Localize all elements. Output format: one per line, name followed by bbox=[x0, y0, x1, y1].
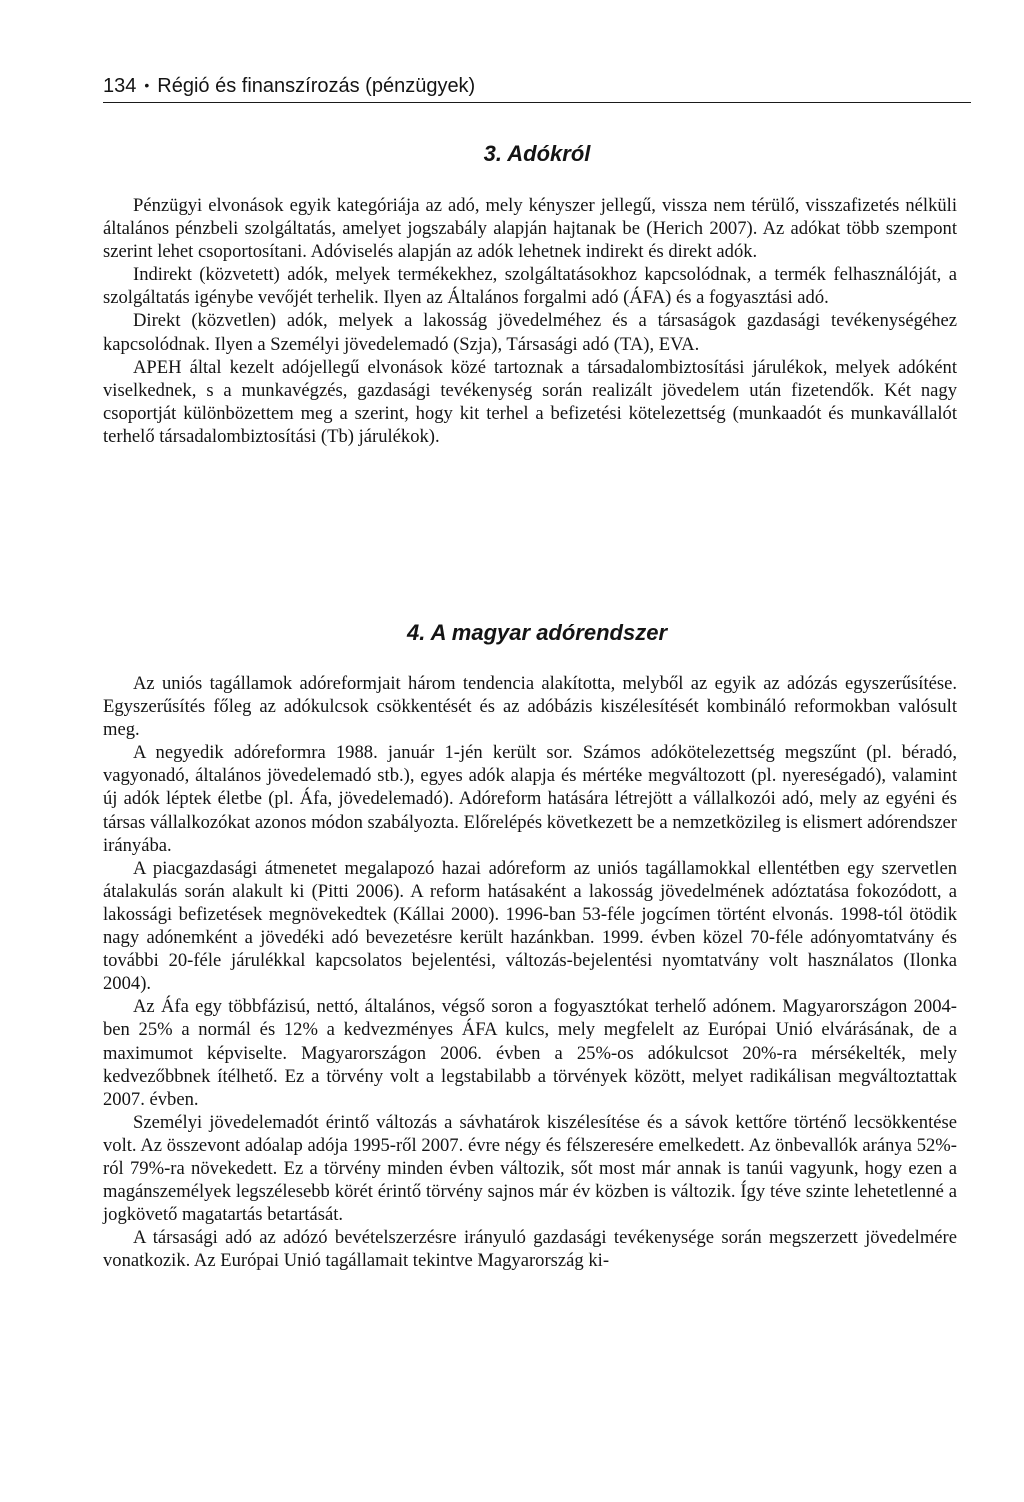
paragraph: Az uniós tagállamok adóreformjait három tendencia alakította, melyből az egyik az adózás egyszerűsítése. Egyszerűsítés főleg az adókulcsok csökkentését és az adóbázis kiszélesítését kombináló reformokban valósult meg. bbox=[103, 673, 957, 741]
paragraph: Pénzügyi elvonások egyik kategóriája az adó, mely kényszer jellegű, vissza nem térülő, visszafizetés nélküli általános pénzbeli szolgáltatás, amelyet jogszabály alapján hajtanak be (Herich 2007). Az adókat több szempont szerint lehet csoportosítani. Adóviselés alapján az adók lehetnek indirekt és direkt adók. bbox=[103, 195, 957, 263]
running-header bbox=[103, 72, 971, 103]
paragraph: A társasági adó az adózó bevételszerzésre irányuló gazdasági tevékenysége során megszerzett jövedelmére vonatkozik. Az Európai Unió tagállamait tekintve Magyarország ki- bbox=[103, 1227, 957, 1272]
section-heading-magyar-adorendszer: 4. A magyar adórendszer bbox=[406, 620, 668, 645]
paragraph: A piacgazdasági átmenetet megalapozó hazai adóreform az uniós tagállamokkal ellentétben egy szervetlen átalakulás során alakult ki (Pitti 2006). A reform hatásaként a lakosság jövedelmének adóztatása fokozódott, a lakossági befizetések megnövekedtek (Kállai 2000). 1996-ban 53-féle jogcímen történt elvonás. 1998-tól ötödik nagy adónemként a jövedéki adó bevezetésre került hazánkban. 1999. évben közel 70-féle adónyomtatvány és további 20-féle járulékkal kapcsolatos bejelentési, változás-bejelentési nyomtatvány volt használatos (Ilonka 2004). bbox=[103, 857, 957, 995]
paragraph: Az Áfa egy többfázisú, nettó, általános, végső soron a fogyasztókat terhelő adónem. Magyarországon 2004-ben 25% a normál és 12% a kedvezményes ÁFA kulcs, mely megfelelt az Európai Unió elvárásának, de a maximumot képviselte. Magyarországon 2006. évben a 25%-os adókulcsot 20%-ra mérsékelték, mely kedvezőbbnek ítélhető. Ez a törvény volt a legstabilabb a törvények között, melyet radikálisan megváltoztattak 2007. évben. bbox=[103, 996, 957, 1110]
paragraph: A negyedik adóreformra 1988. január 1-jén került sor. Számos adókötelezettség megszűnt (pl. béradó, vagyonadó, általános jövedelemadó stb.), egyes adók alapja és mértéke megváltozott (pl. nyereségadó), valamint új adók léptek életbe (pl. Áfa, jövedelemadó). Adóreform hatására létrejött a vállalkozói adó, mely az egyéni és társas vállalkozókat azonos módon szabályozta. Előrelépés következett be a nemzetközileg is elismert adórendszer irányába. bbox=[103, 742, 957, 856]
paragraph: Személyi jövedelemadót érintő változás a sávhatárok kiszélesítése és a sávok kettőre történő lecsökkentése volt. Az összevont adóalap adója 1995-ről 2007. évre négy és félszeresére emelkedett. Az önbevallók aránya 52%-ról 79%-ra növekedett. Ez a törvény minden évben változik, sőt most már annak is tanúi vagyunk, hogy ezen a magánszemélyek legszélesebb körét érintő törvény sajnos már év közben is változik. Így téve szinte lehetetlenné a jogkövető magatartás betartását. bbox=[103, 1111, 957, 1226]
bullet-separator: • bbox=[144, 77, 150, 93]
section-body-adokrol bbox=[103, 194, 957, 448]
paragraph: APEH által kezelt adójellegű elvonások közé tartoznak a társadalombiztosítási járulékok, melyek adóként viselkednek, s a munkavégzés, gazdasági tevékenység során realizált jövedelem után fizetendők. Két nagy csoportját különbözettem meg a szerint, hogy kit terhel a befizetési kötelezettség (munkaadót és munkavállalót terhelő társadalombiztosítási (Tb) járulékok). bbox=[103, 356, 957, 447]
paragraph: Indirekt (közvetett) adók, melyek termékekhez, szolgáltatásokhoz kapcsolódnak, a termék felhasználóját, a szolgáltatás igénybe vevőjét terhelik. Ilyen az Általános forgalmi adó (ÁFA) és a fogyasztási adó. bbox=[103, 264, 957, 309]
page-number: 134 bbox=[103, 75, 137, 97]
section-heading-adokrol: 3. Adókról bbox=[483, 141, 591, 166]
running-title: Régió és finanszírozás (pénzügyek) bbox=[157, 75, 476, 97]
section-body-magyar-adorendszer bbox=[103, 672, 957, 1272]
paragraph: Direkt (közvetlen) adók, melyek a lakosság jövedelméhez és a társaságok gazdasági tevékenységéhez kapcsolódnak. Ilyen a Személyi jövedelemadó (Szja), Társasági adó (TA), EVA. bbox=[103, 310, 957, 355]
